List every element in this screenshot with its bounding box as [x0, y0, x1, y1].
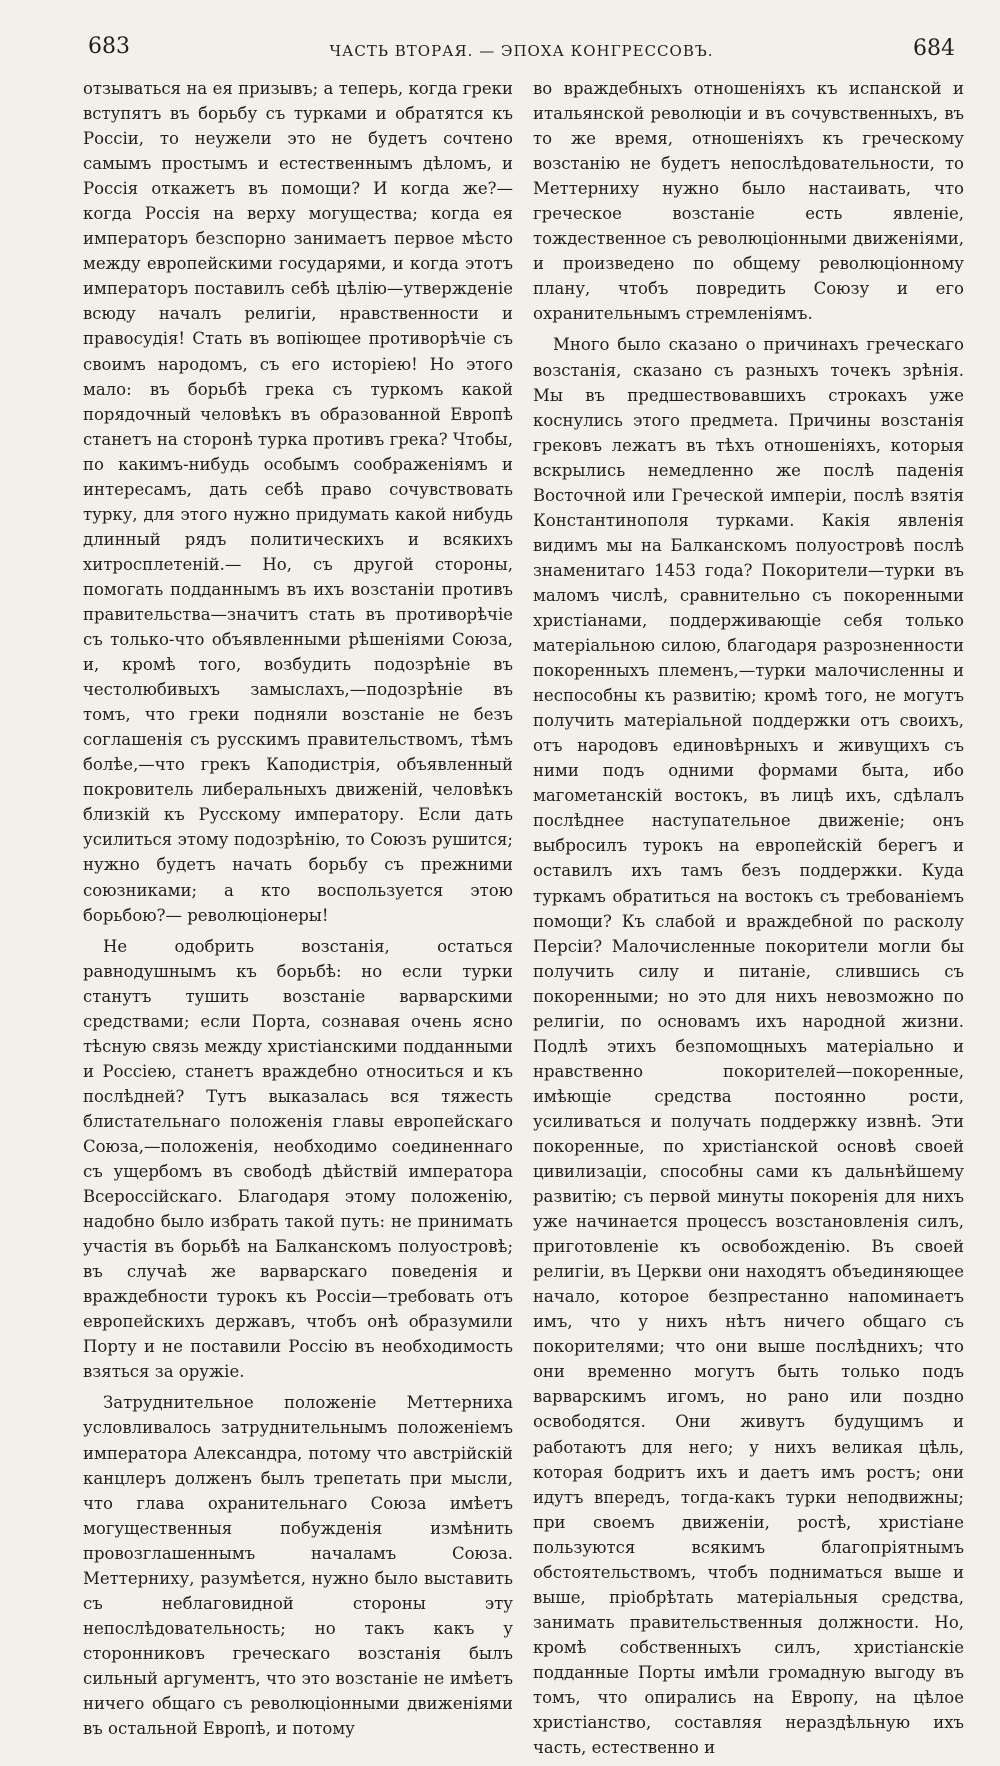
- page-number-left: 683: [88, 34, 130, 59]
- running-title: ЧАСТЬ ВТОРАЯ. — ЭПОХА КОНГРЕССОВЪ.: [329, 42, 714, 60]
- page-number-right: 684: [913, 36, 955, 61]
- paragraph: во враждебныхъ отношеніяхъ къ испанской и итальянской революціи и въ сочувственныхъ, въ то же время, отношеніяхъ къ греческому возстанію не будетъ непослѣдовательности, то Меттерниху нужно было настаивать, что греческое возстаніе есть явленіе, тождественное съ революціонными движеніями, и произведено по общему революціонному плану, чтобъ повредить Союзу и его охранительнымъ стремленіямъ.: [533, 79, 964, 324]
- paragraph: отзываться на ея призывъ; а теперь, когда греки вступятъ въ борьбу съ турками и обратятся къ Россіи, то неужели это не будетъ сочтено самымъ простымъ и естественнымъ дѣломъ, и Россія откажетъ въ помощи? И когда же?—когда Россія на верху могущества; когда ея императоръ безспорно занимаетъ первое мѣсто между европейскими государями, и когда этотъ императоръ поставилъ себѣ цѣлію—утвержденіе всюду началъ религіи, нравственности и правосудія! Стать въ вопіющее противорѣчіе съ своимъ народомъ, съ его исторіею! Но этого мало: въ борьбѣ грека съ туркомъ какой порядочный человѣкъ въ образованной Европѣ станетъ на сторонѣ турка противъ грека? Чтобы, по какимъ-нибудь особымъ соображеніямъ и интересамъ, дать себѣ право сочувствовать турку, для этого нужно придумать какой нибудь длинный рядъ политическихъ и всякихъ хитросплетеній.— Но, съ другой стороны, помогать подданнымъ въ ихъ возстаніи противъ правительства—значитъ стать въ противорѣчіе съ только-что объявленными рѣшеніями Союза, и, кромѣ того, возбудить подозрѣніе въ честолюбивыхъ замыслахъ,—подозрѣніе въ томъ, что греки подняли возстаніе не безъ соглашенія съ русскимъ правительствомъ, тѣмъ болѣе,—что грекъ Каподистрія, объявленный покровитель либеральныхъ движеній, человѣкъ близкій къ Русскому императору. Если дать усилиться этому подозрѣнію, то Союзъ рушится; нужно будетъ начать борьбу съ прежними союзниками; а кто воспользуется этою борьбою?— революціонеры!: [83, 79, 513, 925]
- right-column: [533, 76, 964, 1766]
- left-column: [83, 76, 513, 1747]
- paragraph: Затруднительное положеніе Меттерниха условливалось затруднительнымъ положеніемъ императора Александра, потому что австрійскій канцлеръ долженъ былъ трепетать при мысли, что глава охранительнаго Союза имѣетъ могущественныя побужденія измѣнить провозглашеннымъ началамъ Союза. Меттерниху, разумѣется, нужно было выставить съ неблаговидной стороны эту непослѣдовательность; но такъ какъ у сторонниковъ греческаго возстанія былъ сильный аргументъ, что это возстаніе не имѣетъ ничего общаго съ революціонными движеніями въ остальной Европѣ, и потому: [83, 1393, 513, 1739]
- paragraph: Много было сказано о причинахъ греческаго возстанія, сказано съ разныхъ точекъ зрѣнія. Мы въ предшествовавшихъ строкахъ уже коснулись этого предмета. Причины возстанія грековъ лежатъ въ тѣхъ отношеніяхъ, которыя вскрылись немедленно же послѣ паденія Восточной или Греческой имперіи, послѣ взятія Константинополя турками. Какія явленія видимъ мы на Балканскомъ полуостровѣ послѣ знаменитаго 1453 года? Покорители—турки въ маломъ числѣ, сравнительно съ покоренными христіанами, поддерживающіе себя только матеріальною силою, благодаря разрозненности покоренныхъ племенъ,—турки малочисленны и неспособны къ развитію; кромѣ того, не могутъ получить матеріальной поддержки отъ своихъ, отъ народовъ единовѣрныхъ и живущихъ съ ними подъ одними формами быта, ибо магометанскій востокъ, въ лицѣ ихъ, сдѣлалъ послѣднее наступательное движеніе; онъ выбросилъ турокъ на европейскій берегъ и оставилъ ихъ тамъ безъ поддержки. Куда туркамъ обратиться на востокъ съ требованіемъ помощи? Къ слабой и враждебной по расколу Персіи? Малочисленные покорители могли бы получить силу и питаніе, слившись съ покоренными; но это для нихъ невозможно по религіи, по основамъ ихъ народной жизни. Подлѣ этихъ безпомощныхъ матеріально и нравственно покорителей—покоренные, имѣющіе средства постоянно рости, усиливаться и получать поддержку извнѣ. Эти покоренные, по христіанской основѣ своей цивилизаціи, способны сами къ дальнѣйшему развитію; съ первой минуты покоренія для нихъ уже начинается процессъ возстановленія силъ, приготовленіе къ освобожденію. Въ своей религіи, въ Церкви они находятъ объединяющее начало, которое безпрестанно напоминаетъ имъ, что у нихъ нѣтъ ничего общаго съ покорителями; что они выше послѣднихъ; что они временно могутъ быть только подъ варварскимъ игомъ, но рано или поздно освободятся. Они живутъ будущимъ и работаютъ для него; у нихъ великая цѣль, которая бодритъ ихъ и даетъ имъ ростъ; они идутъ впередъ, тогда-какъ турки неподвижны; при своемъ движеніи, ростѣ, христіане пользуются всякимъ благопріятнымъ обстоятельствомъ, чтобъ подниматься выше и выше, пріобрѣтать матеріальныя средства, занимать правительственныя должности. Но, кромѣ собственныхъ силъ, христіанскіе подданные Порты имѣли громадную выгоду въ томъ, что опирались на Европу, на цѣлое христіанство, составляя нераздѣльную ихъ часть, естественно и: [533, 335, 964, 1758]
- paragraph: Не одобрить возстанія, остаться равнодушнымъ къ борьбѣ: но если турки станутъ тушить возстаніе варварскими средствами; если Порта, сознавая очень ясно тѣсную связь между христіанскими подданными и Россіею, станетъ враждебно относиться и къ послѣдней? Тутъ выказалась вся тяжесть блистательнаго положенія главы европейскаго Союза,—положенія, необходимо соединеннаго съ ущербомъ въ свободѣ дѣйствій императора Всероссійскаго. Благодаря этому положенію, надобно было избрать такой путь: не принимать участія въ борьбѣ на Балканскомъ полуостровѣ; въ случаѣ же варварскаго поведенія и враждебности турокъ къ Россіи—требовать отъ европейскихъ державъ, чтобъ онѣ образумили Порту и не поставили Россію въ необходимость взяться за оружіе.: [83, 936, 513, 1382]
- page-header: [88, 30, 955, 70]
